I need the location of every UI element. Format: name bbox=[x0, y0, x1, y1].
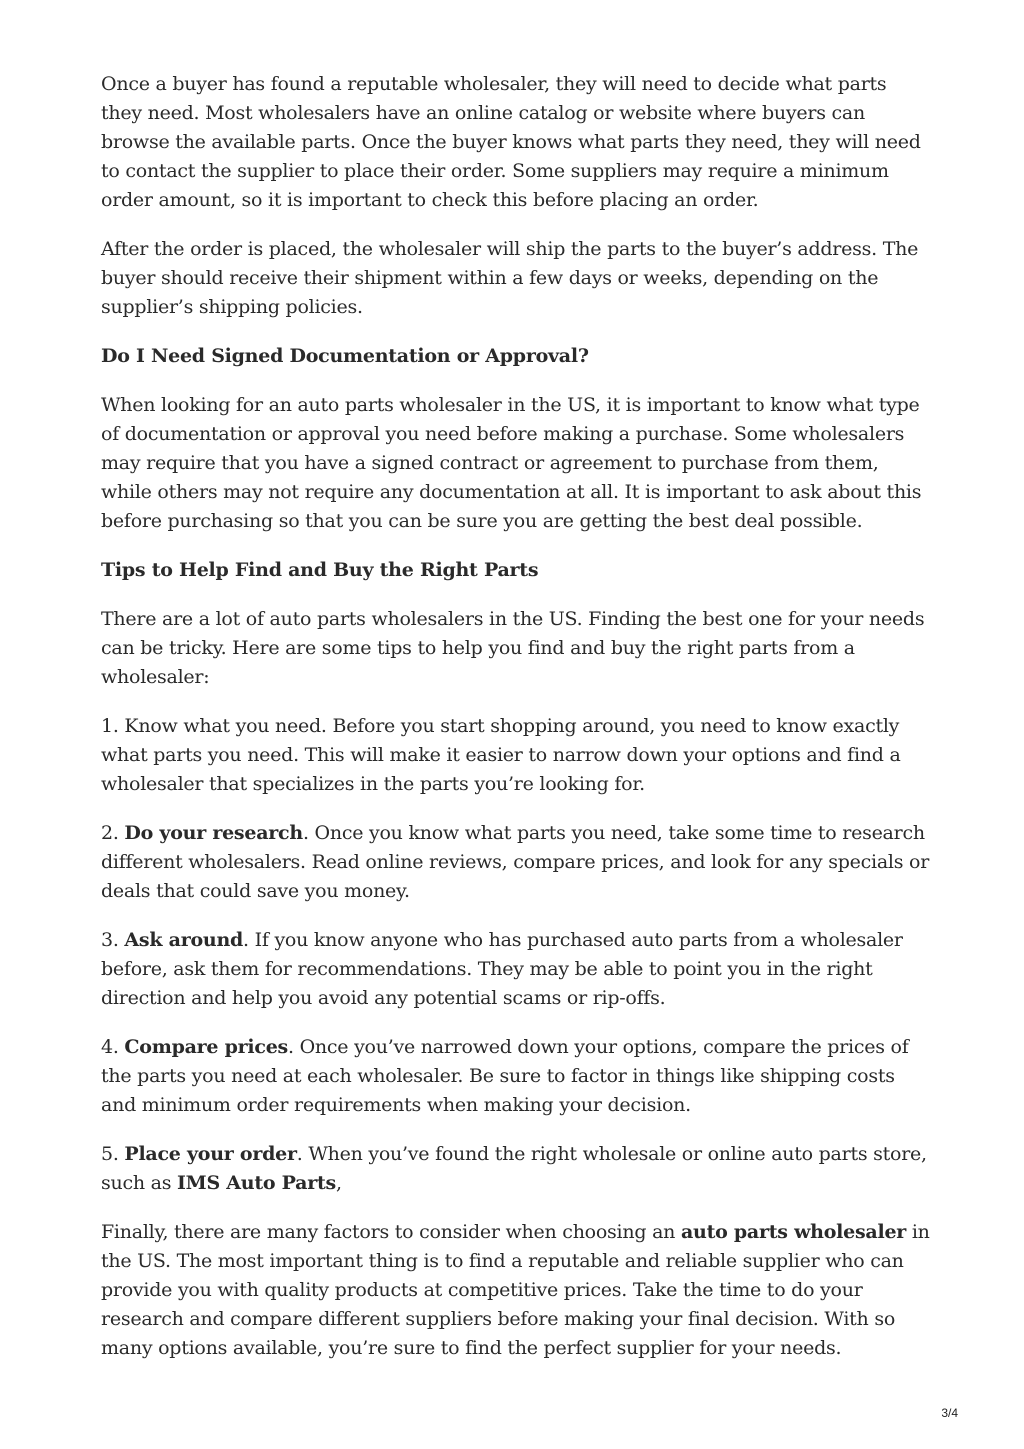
paragraph-conclusion bbox=[101, 1218, 931, 1363]
conclusion-text-start: Finally, there are many factors to consider when choosing an bbox=[101, 1221, 681, 1243]
paragraph-documentation: When looking for an auto parts wholesaler in the US, it is important to know what type of documentation or approval you need before making a purchase. Some wholesalers may require that you have a signed contract or agreement to purchase from them, while others may not require any documentation at all. It is important to ask about this before purchasing so that you can be sure you are getting the best deal possible. bbox=[101, 394, 922, 532]
tip-item-2 bbox=[101, 819, 931, 906]
tip-text: . Once you know what parts you need, take some time to research different wholesalers. Read online reviews, compare prices, and look for any specials or deals that could save you money. bbox=[101, 822, 930, 902]
tip-item-5 bbox=[101, 1140, 931, 1198]
tip-number: 3. bbox=[101, 929, 125, 951]
document-body bbox=[101, 70, 931, 1383]
tip-text-end: , bbox=[335, 1172, 342, 1194]
heading-tips: Tips to Help Find and Buy the Right Parts bbox=[101, 559, 539, 581]
page-number: 3/4 bbox=[941, 1406, 958, 1420]
tip-number: 5. bbox=[101, 1143, 125, 1165]
tip-title: Compare prices bbox=[124, 1036, 288, 1058]
paragraph-tips-intro: There are a lot of auto parts wholesalers in the US. Finding the best one for your needs can be tricky. Here are some tips to help you find and buy the right parts from a wholesaler: bbox=[101, 608, 925, 688]
paragraph-buyer-parts: Once a buyer has found a reputable wholesaler, they will need to decide what parts they need. Most wholesalers have an online catalog or website where buyers can browse the available parts. Once the buyer knows what parts they need, they will need to contact the supplier to place their order. Some suppliers may require a minimum order amount, so it is important to check this before placing an order. bbox=[101, 73, 921, 211]
tip-item-4 bbox=[101, 1033, 931, 1120]
tip-number: 1. bbox=[101, 715, 125, 737]
conclusion-text-end: in the US. The most important thing is to find a reputable and reliable supplier who can provide you with quality products at competitive prices. Take the time to do your research and compare different suppliers before making your final decision. With so many options available, you’re sure to find the perfect supplier for your needs. bbox=[101, 1221, 930, 1359]
paragraph-shipping: After the order is placed, the wholesaler will ship the parts to the buyer’s address. The buyer should receive their shipment within a few days or weeks, depending on the supplier’s shipping policies. bbox=[101, 238, 919, 318]
tip-number: 2. bbox=[101, 822, 125, 844]
tip-item-1 bbox=[101, 712, 931, 799]
tip-title: Do your research bbox=[124, 822, 303, 844]
tip-item-3 bbox=[101, 926, 931, 1013]
tip-title: Ask around bbox=[124, 929, 244, 951]
tip-text: . When you’ve found the right wholesale or online auto parts store, such as bbox=[101, 1143, 927, 1194]
store-name: IMS Auto Parts bbox=[177, 1172, 336, 1194]
tip-number: 4. bbox=[101, 1036, 125, 1058]
heading-documentation: Do I Need Signed Documentation or Approval? bbox=[101, 345, 589, 367]
keyword-auto-parts-wholesaler: auto parts wholesaler bbox=[680, 1221, 907, 1243]
tip-text: . Once you’ve narrowed down your options, compare the prices of the parts you need at each wholesaler. Be sure to factor in things like shipping costs and minimum order requirements when making your decision. bbox=[101, 1036, 909, 1116]
tip-title: Place your order bbox=[124, 1143, 297, 1165]
tip-text: . If you know anyone who has purchased auto parts from a wholesaler before, ask them for recommendations. They may be able to point you in the right direction and help you avoid any potential scams or rip-offs. bbox=[101, 929, 903, 1009]
tip-text: Know what you need. Before you start shopping around, you need to know exactly what parts you need. This will make it easier to narrow down your options and find a wholesaler that specializes in the parts you’re looking for. bbox=[101, 715, 901, 795]
